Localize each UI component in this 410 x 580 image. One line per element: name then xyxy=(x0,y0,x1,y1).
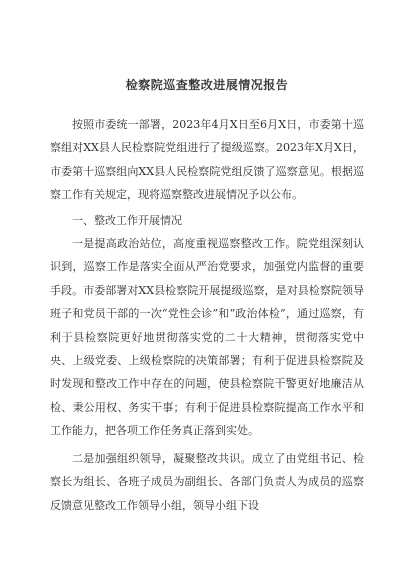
body-paragraph-2: 二是加强组织领导，凝聚整改共识。成立了由党组书记、检察长为组长、各班子成员为副组长、各部门负责人为成员的巡察反馈意见整改工作领导小组，领导小组下设 xyxy=(50,451,364,512)
section-heading: 一、整改工作开展情况 xyxy=(72,213,182,227)
intro-paragraph: 按照市委统一部署，2023年4月X日至6月X日，市委第十巡察组对XX县人民检察院党组进行了提级巡察。2023年X月X日，市委第十巡察组向XX县人民检察院党组反馈了巡察意见。根据巡察工作有关规定，现将巡察整改进展情况予以公布。 xyxy=(50,118,364,202)
body-paragraph-1: 一是提高政治站位，高度重视巡察整改工作。院党组深刻认识到，巡察工作是落实全面从严治党要求，加强党内监督的重要手段。市委部署对XX县检察院开展提级巡察，是对县检察院领导班子和党员干部的一次“党性会诊”和“政治体检”，通过巡察，有利于县检察院更好地贯彻落实党的二十大精神，贯彻落实党中央、上级党委、上级检察院的决策部署；有利于促进县检察院及时发现和整改工作中存在的问题，使县检察院干警更好地廉洁从检、秉公用权、务实干事；有利于促进县检察院提高工作水平和工作能力，把各项工作任务真正落到实处。 xyxy=(50,237,364,438)
document-title: 检察院巡查整改进展情况报告 xyxy=(125,78,289,92)
